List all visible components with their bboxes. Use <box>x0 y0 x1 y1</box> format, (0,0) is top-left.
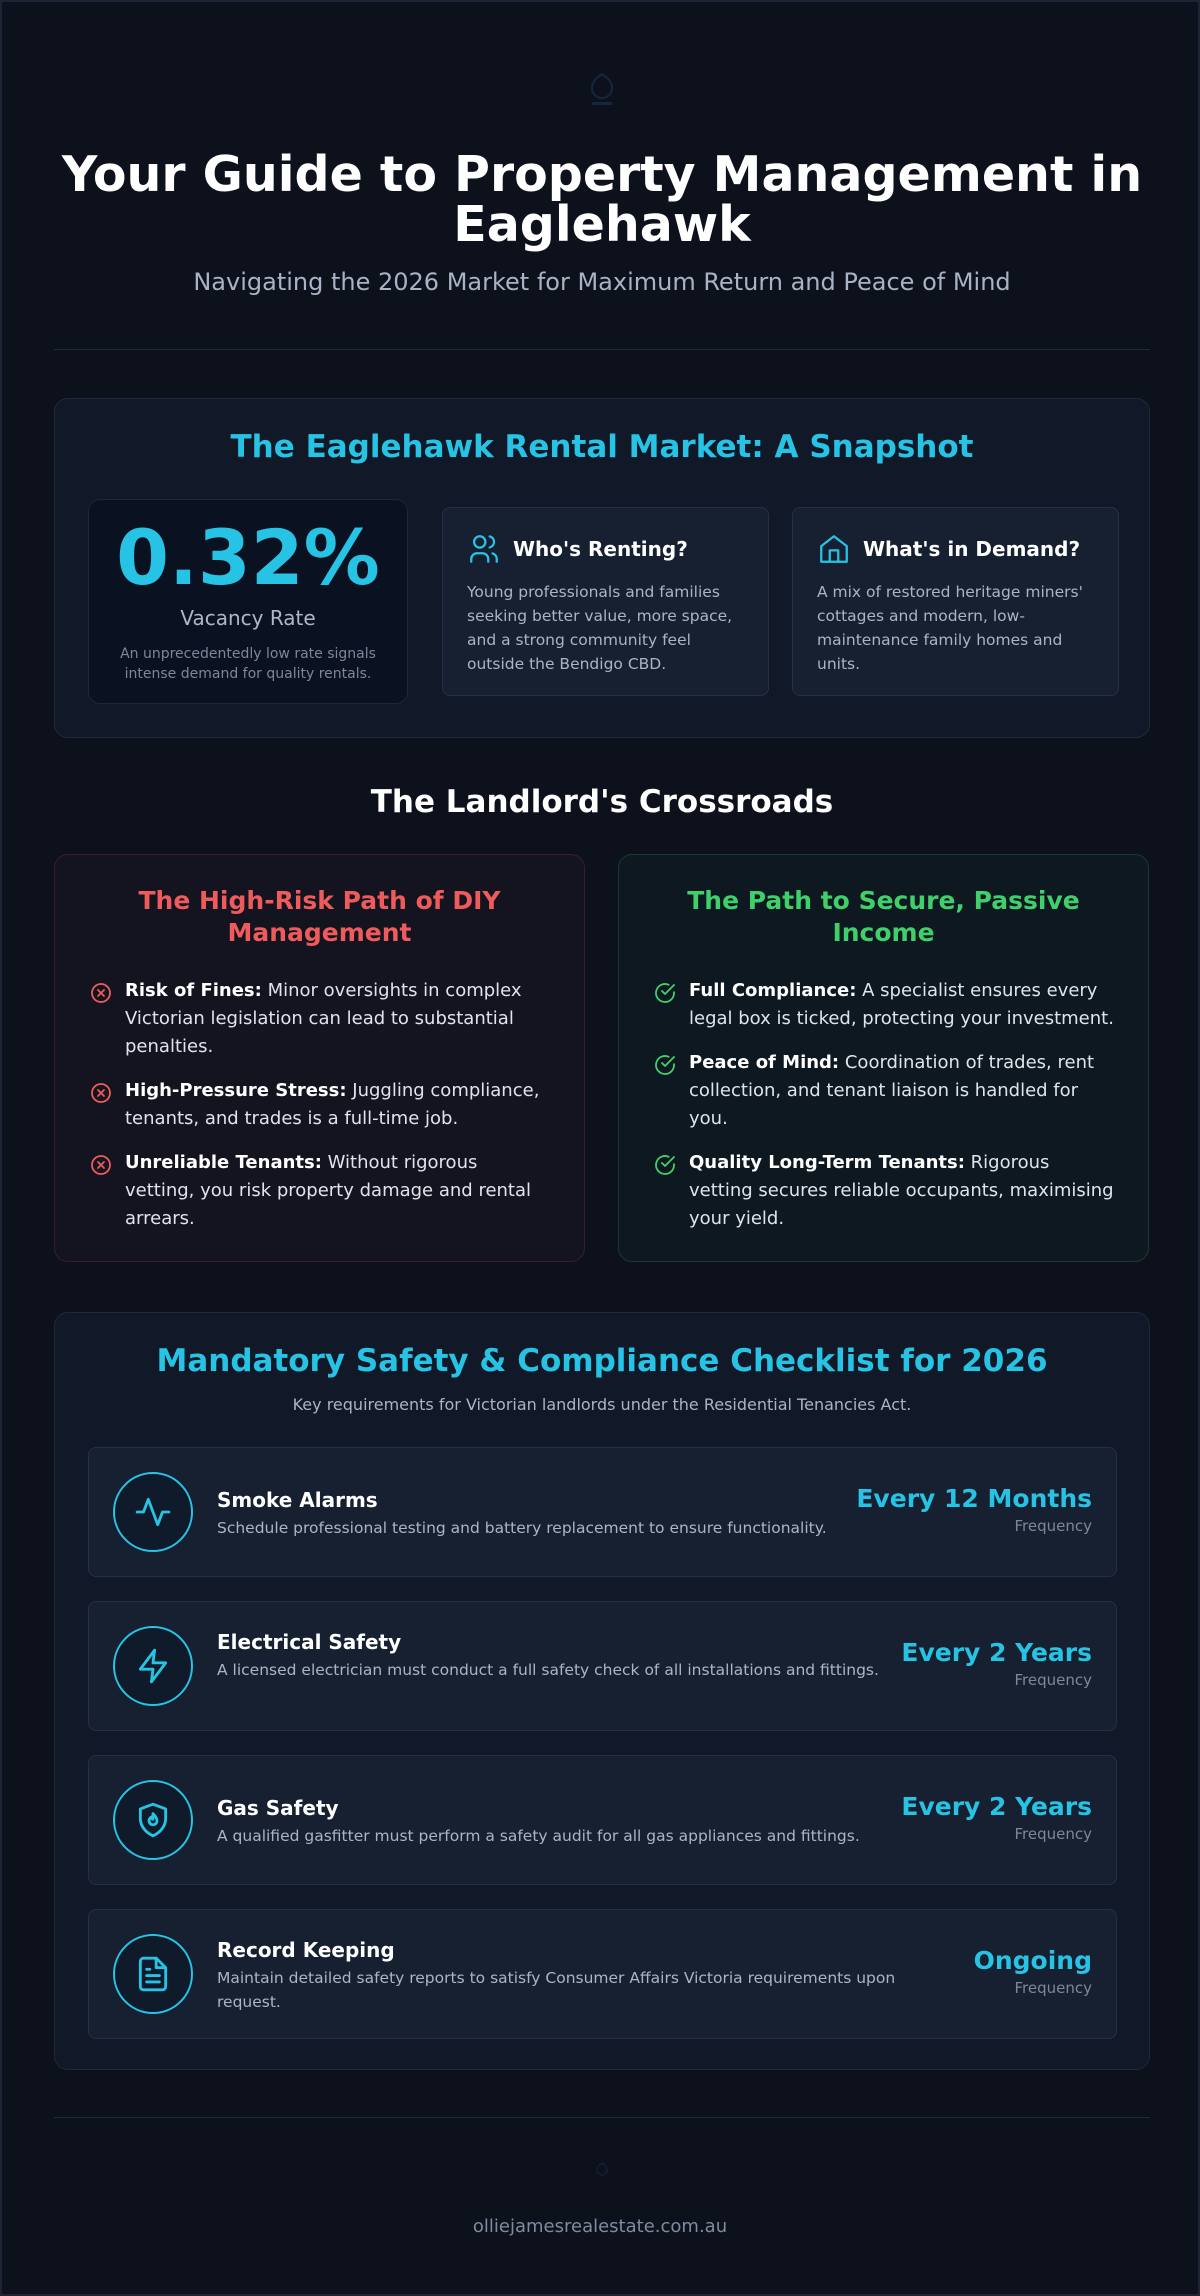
frequency-label: Frequency <box>1014 1825 1092 1843</box>
checklist-item-name: Gas Safety <box>217 1796 339 1820</box>
who-renting-title: Who's Renting? <box>513 537 688 561</box>
vacancy-rate-stat <box>88 499 408 704</box>
who-renting-text: Young professionals and families seeking better value, more space, and a strong community feel outside the Bendigo CBD. <box>467 583 733 673</box>
safe-point-text: Rigorous vetting secures reliable occupants, maximising your yield. <box>689 1152 1114 1229</box>
risk-point-heading: Risk of Fines: <box>125 980 262 1001</box>
checklist-item <box>88 1909 1117 2039</box>
diy-risk-card <box>54 854 585 1262</box>
home-icon <box>817 532 851 566</box>
risk-point <box>89 1149 550 1233</box>
safe-point <box>653 1149 1114 1233</box>
safe-point-heading: Quality Long-Term Tenants: <box>689 1152 965 1173</box>
checklist-item-frequency: Ongoing <box>973 1946 1092 1975</box>
checklist-item <box>88 1755 1117 1885</box>
footer-divider <box>54 2117 1150 2118</box>
vacancy-rate-description: An unprecedentedly low rate signals intense demand for quality rentals. <box>120 646 376 682</box>
checklist-subtitle: Key requirements for Victorian landlords under the Residential Tenancies Act. <box>292 1395 912 1414</box>
page-subtitle: Navigating the 2026 Market for Maximum Return and Peace of Mind <box>193 268 1011 296</box>
checklist-item-frequency: Every 2 Years <box>901 1638 1092 1667</box>
safe-point-heading: Full Compliance: <box>689 980 857 1001</box>
risk-point-text: Without rigorous vetting, you risk property damage and rental arrears. <box>125 1152 532 1229</box>
risk-point-text: Minor oversights in complex Victorian legislation can lead to substantial penalties. <box>125 980 522 1057</box>
checklist-item-description: A qualified gasfitter must perform a safety audit for all gas appliances and fittings. <box>217 1827 860 1845</box>
frequency-label: Frequency <box>1014 1671 1092 1689</box>
compliance-checklist-section <box>54 1312 1150 2070</box>
logo-icon <box>586 72 618 108</box>
page-title: Your Guide to Property Management in Eaglehawk <box>61 146 1143 253</box>
safe-point <box>653 977 1114 1033</box>
secure-income-card <box>618 854 1149 1262</box>
risk-point-heading: Unreliable Tenants: <box>125 1152 322 1173</box>
snapshot-title: The Eaglehawk Rental Market: A Snapshot <box>230 429 974 465</box>
checklist-item <box>88 1447 1117 1577</box>
footer-logo-icon <box>594 2162 610 2180</box>
risk-point-heading: High-Pressure Stress: <box>125 1080 347 1101</box>
checklist-item-frequency: Every 2 Years <box>901 1792 1092 1821</box>
x-circle-icon <box>89 1081 113 1105</box>
market-snapshot-section <box>54 398 1150 738</box>
check-circle-icon <box>653 981 677 1005</box>
document-icon <box>134 1955 172 1993</box>
divider <box>54 349 1150 350</box>
checklist-item-frequency: Every 12 Months <box>856 1484 1092 1513</box>
risk-point <box>89 977 550 1061</box>
activity-icon <box>134 1493 172 1531</box>
safe-title: The Path to Secure, Passive Income <box>687 886 1080 947</box>
checklist-item <box>88 1601 1117 1731</box>
vacancy-rate-value: 0.32% <box>116 513 380 602</box>
frequency-label: Frequency <box>1014 1979 1092 1997</box>
safe-point <box>653 1049 1114 1133</box>
lightning-icon <box>134 1647 172 1685</box>
checklist-item-name: Record Keeping <box>217 1938 395 1962</box>
checklist-item-name: Smoke Alarms <box>217 1488 378 1512</box>
check-circle-icon <box>653 1153 677 1177</box>
checklist-item-description: Schedule professional testing and battery replacement to ensure functionality. <box>217 1519 827 1537</box>
frequency-label: Frequency <box>1014 1517 1092 1535</box>
vacancy-rate-label: Vacancy Rate <box>180 606 316 630</box>
safe-point-heading: Peace of Mind: <box>689 1052 840 1073</box>
who-renting-card <box>442 507 769 696</box>
risk-point <box>89 1077 550 1133</box>
check-circle-icon <box>653 1053 677 1077</box>
risk-title: The High-Risk Path of DIY Management <box>138 886 501 947</box>
checklist-item-description: Maintain detailed safety reports to satisfy Consumer Affairs Victoria requirements upon request. <box>217 1969 896 2011</box>
x-circle-icon <box>89 1153 113 1177</box>
in-demand-card <box>792 507 1119 696</box>
in-demand-title: What's in Demand? <box>863 537 1081 561</box>
footer-website[interactable]: olliejamesrealestate.com.au <box>472 2216 728 2237</box>
x-circle-icon <box>89 981 113 1005</box>
risk-point-text: Juggling compliance, tenants, and trades is a full-time job. <box>125 1080 540 1129</box>
checklist-item-description: A licensed electrician must conduct a full safety check of all installations and fittings. <box>217 1661 879 1679</box>
safe-point-text: Coordination of trades, rent collection, and tenant liaison is handled for you. <box>689 1052 1095 1129</box>
users-icon <box>467 532 501 566</box>
checklist-title: Mandatory Safety & Compliance Checklist for 2026 <box>156 1343 1048 1379</box>
in-demand-text: A mix of restored heritage miners' cottages and modern, low-maintenance family homes and units. <box>817 583 1083 673</box>
shield-flame-icon <box>134 1801 172 1839</box>
safe-point-text: A specialist ensures every legal box is ticked, protecting your investment. <box>689 980 1114 1029</box>
checklist-item-name: Electrical Safety <box>217 1630 402 1654</box>
crossroads-title: The Landlord's Crossroads <box>370 784 834 820</box>
hero-header <box>54 146 1150 296</box>
